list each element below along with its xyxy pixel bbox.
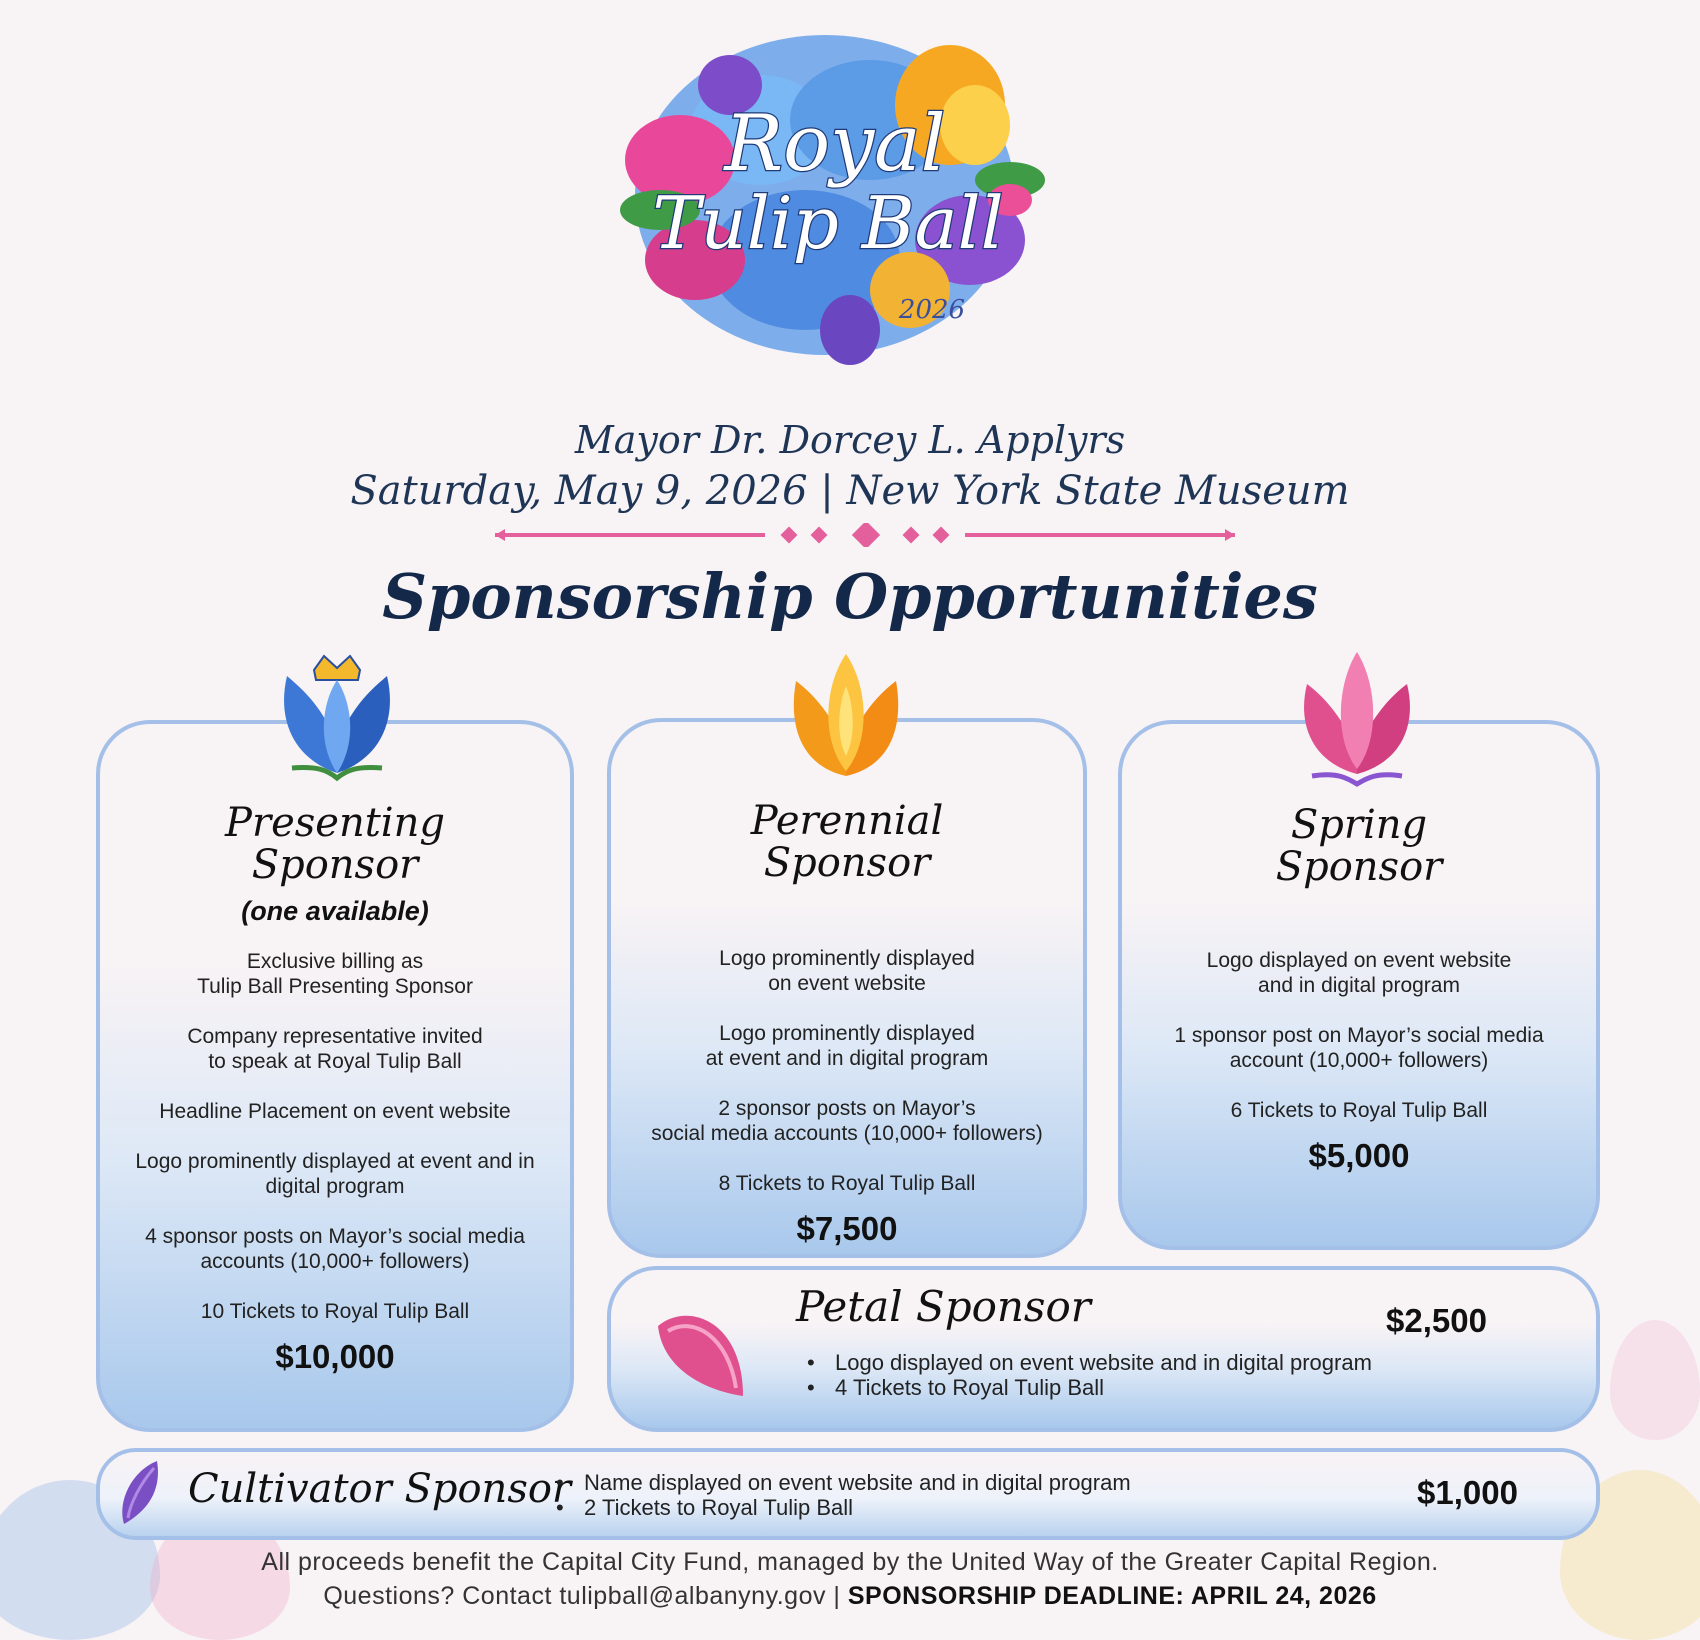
presenting-price: $10,000: [275, 1338, 395, 1375]
petal-title: Petal Sponsor: [796, 1282, 1091, 1331]
pink-tulip-icon: [1282, 644, 1432, 789]
spring-benefit: 1 sponsor post on Mayor’s social media account (10,000+ followers): [1174, 1024, 1544, 1072]
petal-benefit: • Logo displayed on event website and in digital program: [801, 1350, 1372, 1375]
presenting-title-line1: Presenting: [225, 800, 445, 846]
perennial-title-line2: Sponsor: [763, 840, 931, 886]
pink-petal-icon: [648, 1296, 758, 1406]
spring-benefit: 6 Tickets to Royal Tulip Ball: [1230, 1099, 1488, 1122]
perennial-benefit: 8 Tickets to Royal Tulip Ball: [718, 1172, 976, 1195]
footer-deadline: SPONSORSHIP DEADLINE: APRIL 24, 2026: [847, 1582, 1377, 1610]
presenting-availability-note: (one available): [241, 896, 429, 926]
petal-price: $2,500: [1386, 1302, 1487, 1339]
cultivator-benefits-list: [550, 1470, 1131, 1520]
presenting-benefit: 10 Tickets to Royal Tulip Ball: [200, 1300, 470, 1323]
spring-title-line1: Spring: [1290, 802, 1428, 848]
presenting-title-line2: Sponsor: [251, 842, 419, 888]
cultivator-price: $1,000: [1417, 1474, 1518, 1511]
logo-title-line2: Tulip Ball: [652, 181, 1004, 265]
presenting-benefit: Company representative invited to speak at Royal Tulip Ball: [187, 1025, 483, 1073]
spring-sponsor-card: [1118, 720, 1600, 1250]
perennial-benefit: Logo prominently displayed at event and in digital program: [705, 1022, 989, 1070]
perennial-title-line1: Perennial: [750, 798, 944, 844]
presenting-benefit: Logo prominently displayed at event and in digital program: [135, 1150, 535, 1198]
decorative-divider: [495, 523, 1235, 547]
logo-year: 2026: [898, 295, 966, 325]
perennial-benefit: Logo prominently displayed on event website: [719, 947, 975, 995]
presenting-benefit: Exclusive billing as Tulip Ball Presenting Sponsor: [197, 950, 473, 998]
footer-contact: Questions? Contact tulipball@albanyny.gov |: [323, 1582, 848, 1610]
orange-tulip-icon: [776, 646, 916, 786]
background-flower-pink-right: [1610, 1320, 1700, 1440]
perennial-benefit: 2 sponsor posts on Mayor’s social media accounts (10,000+ followers): [651, 1097, 1043, 1145]
footer-contact-line: [0, 1582, 1700, 1611]
purple-petal-icon: [112, 1456, 172, 1528]
logo-title-line1: Royal: [724, 99, 946, 189]
host-line: Mayor Dr. Dorcey L. Applyrs: [574, 418, 1126, 462]
page-headline: Sponsorship Opportunities: [382, 560, 1318, 633]
cultivator-sponsor-card: [96, 1448, 1600, 1540]
spring-title-line2: Sponsor: [1275, 844, 1443, 890]
cultivator-benefit: • 2 Tickets to Royal Tulip Ball: [550, 1495, 1131, 1520]
presenting-benefit: 4 sponsor posts on Mayor’s social media accounts (10,000+ followers): [145, 1225, 525, 1273]
petal-benefit: • 4 Tickets to Royal Tulip Ball: [801, 1375, 1372, 1400]
presenting-benefit: Headline Placement on event website: [159, 1100, 511, 1123]
perennial-sponsor-card: [607, 718, 1087, 1258]
date-venue-line: Saturday, May 9, 2026 | New York State Museum: [350, 468, 1350, 514]
crowned-blue-tulip-icon: [262, 648, 412, 788]
cultivator-title: Cultivator Sponsor: [188, 1466, 572, 1512]
perennial-price: $7,500: [796, 1210, 898, 1247]
spring-benefit: Logo displayed on event website and in digital program: [1206, 949, 1512, 997]
royal-tulip-ball-logo: [570, 10, 1090, 410]
cultivator-benefit: • Name displayed on event website and in digital program: [550, 1470, 1131, 1495]
spring-price: $5,000: [1308, 1137, 1410, 1174]
footer-proceeds-note: All proceeds benefit the Capital City Fund, managed by the United Way of the Greater Capital Region.: [261, 1548, 1439, 1576]
petal-benefits-list: [801, 1350, 1372, 1400]
presenting-sponsor-card: [96, 720, 574, 1432]
